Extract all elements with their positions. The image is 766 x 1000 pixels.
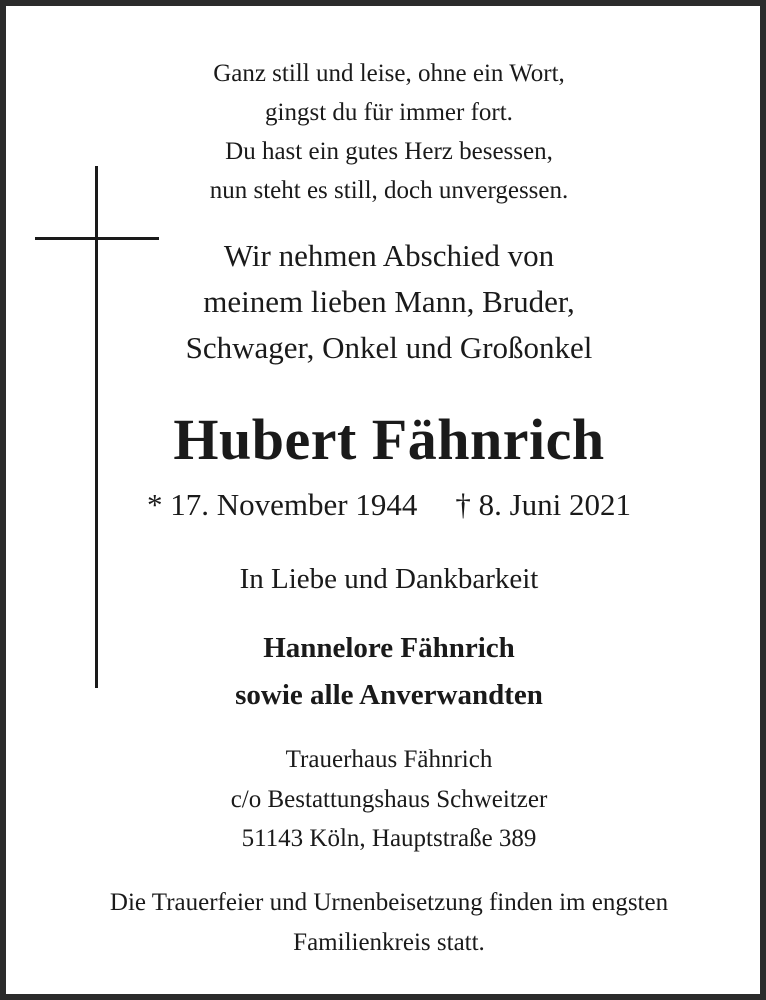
life-dates	[6, 485, 766, 525]
ceremony-notice-line: Die Trauerfeier und Urnenbeisetzung finden im engsten	[109, 889, 669, 916]
address-line: Trauerhaus Fähnrich	[285, 746, 493, 773]
intro-line: Schwager, Onkel und Großonkel	[185, 330, 593, 365]
poem-line: Du hast ein gutes Herz besessen,	[225, 138, 553, 165]
poem-line: gingst du für immer fort.	[265, 99, 513, 126]
poem-line: nun steht es still, doch unvergessen.	[209, 177, 569, 204]
thanks-line: In Liebe und Dankbarkeit	[239, 563, 539, 595]
birth-date: * 17. November 1944	[146, 487, 418, 522]
family-line: sowie alle Anverwandten	[235, 679, 543, 711]
death-date: † 8. Juni 2021	[455, 487, 632, 522]
address-line: c/o Bestattungshaus Schweitzer	[230, 786, 548, 813]
poem-line: Ganz still und leise, ohne ein Wort,	[213, 60, 565, 87]
ceremony-notice-line: Familienkreis statt.	[293, 929, 485, 956]
family-line: Hannelore Fähnrich	[263, 632, 515, 664]
intro-line: meinem lieben Mann, Bruder,	[203, 284, 575, 319]
deceased-name: Hubert Fähnrich	[173, 407, 605, 472]
address-line: 51143 Köln, Hauptstraße 389	[241, 825, 537, 852]
intro-line: Wir nehmen Abschied von	[223, 238, 555, 273]
